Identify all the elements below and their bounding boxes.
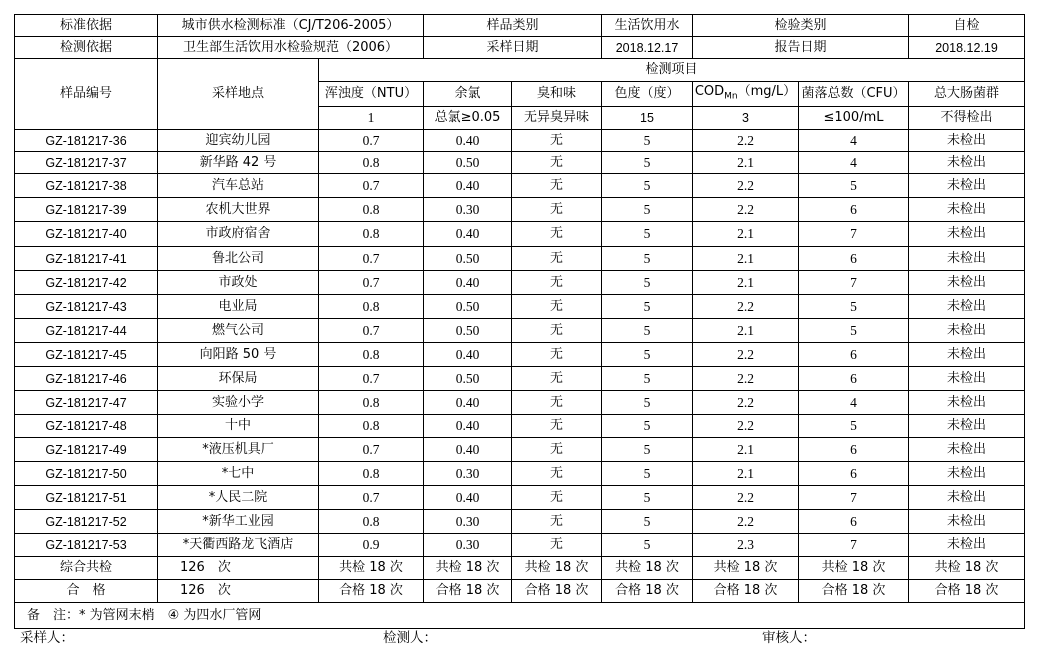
signature-line (20, 626, 1020, 646)
chlorine-value: 0.40 (424, 391, 512, 415)
bacteria-value: 5 (799, 295, 909, 319)
sample-id: GZ-181217-44 (15, 319, 158, 343)
odor-value: 无 (512, 222, 602, 247)
sample-location: 电业局 (158, 295, 319, 319)
chlorine-value: 0.30 (424, 198, 512, 222)
report-date-label: 报告日期 (693, 37, 909, 59)
total-bacteria: 共检 18 次 (799, 557, 909, 580)
cod-limit: 3 (693, 107, 799, 130)
cod-value: 2.3 (693, 534, 799, 557)
inspect-type-label: 检验类别 (693, 15, 909, 37)
bacteria-value: 6 (799, 462, 909, 486)
sample-id: GZ-181217-50 (15, 462, 158, 486)
sample-id: GZ-181217-43 (15, 295, 158, 319)
turbidity-value: 0.8 (319, 510, 424, 534)
table-row (15, 438, 1025, 462)
odor-value: 无 (512, 130, 602, 152)
sample-location: 市政府宿舍 (158, 222, 319, 247)
pass-value: 126 次 (158, 580, 319, 603)
sample-location: 农机大世界 (158, 198, 319, 222)
sample-location: 迎宾幼儿园 (158, 130, 319, 152)
sample-location: 汽车总站 (158, 174, 319, 198)
sample-location: 实验小学 (158, 391, 319, 415)
sample-type-label: 样品类别 (424, 15, 602, 37)
cod-sub: Mn (724, 91, 738, 102)
report-date-value: 2018.12.19 (909, 37, 1025, 59)
total-turbidity: 共检 18 次 (319, 557, 424, 580)
bacteria-value: 6 (799, 510, 909, 534)
odor-value: 无 (512, 486, 602, 510)
basis-value: 卫生部生活饮用水检验规范（2006） (158, 37, 424, 59)
chlorine-value: 0.40 (424, 130, 512, 152)
color-limit: 15 (602, 107, 693, 130)
turbidity-value: 0.7 (319, 174, 424, 198)
bacteria-value: 4 (799, 152, 909, 174)
odor-value: 无 (512, 198, 602, 222)
color-value: 5 (602, 319, 693, 343)
coliform-value: 未检出 (909, 152, 1025, 174)
bacteria-value: 7 (799, 486, 909, 510)
chlorine-value: 0.50 (424, 295, 512, 319)
sample-location: *天衢西路龙飞酒店 (158, 534, 319, 557)
sample-location: 环保局 (158, 367, 319, 391)
coliform-value: 未检出 (909, 295, 1025, 319)
sample-location: 市政处 (158, 271, 319, 295)
chlorine-value: 0.40 (424, 343, 512, 367)
cod-value: 2.2 (693, 415, 799, 438)
standard-value: 城市供水检测标准（CJ/T206-2005） (158, 15, 424, 37)
table-row (15, 319, 1025, 343)
sample-no-header: 样品编号 (15, 59, 158, 130)
pass-cod: 合格 18 次 (693, 580, 799, 603)
coliform-value: 未检出 (909, 510, 1025, 534)
total-cod: 共检 18 次 (693, 557, 799, 580)
bacteria-value: 4 (799, 391, 909, 415)
bacteria-value: 7 (799, 222, 909, 247)
turbidity-limit: 1 (319, 107, 424, 130)
sample-id: GZ-181217-42 (15, 271, 158, 295)
sample-id: GZ-181217-46 (15, 367, 158, 391)
turbidity-value: 0.8 (319, 295, 424, 319)
color-value: 5 (602, 198, 693, 222)
coliform-value: 未检出 (909, 438, 1025, 462)
bacteria-value: 6 (799, 247, 909, 271)
coliform-value: 未检出 (909, 271, 1025, 295)
cod-value: 2.2 (693, 343, 799, 367)
turbidity-value: 0.8 (319, 415, 424, 438)
color-value: 5 (602, 152, 693, 174)
total-color: 共检 18 次 (602, 557, 693, 580)
coliform-value: 未检出 (909, 391, 1025, 415)
color-value: 5 (602, 391, 693, 415)
bacteria-value: 5 (799, 415, 909, 438)
bacteria-value: 6 (799, 343, 909, 367)
turbidity-value: 0.8 (319, 152, 424, 174)
table-row (15, 486, 1025, 510)
sample-id: GZ-181217-38 (15, 174, 158, 198)
color-value: 5 (602, 415, 693, 438)
table-row (15, 510, 1025, 534)
chlorine-value: 0.40 (424, 174, 512, 198)
pass-turbidity: 合格 18 次 (319, 580, 424, 603)
sample-location: *液压机具厂 (158, 438, 319, 462)
odor-value: 无 (512, 271, 602, 295)
sample-id: GZ-181217-40 (15, 222, 158, 247)
table-row (15, 295, 1025, 319)
coliform-value: 未检出 (909, 534, 1025, 557)
total-chlorine: 共检 18 次 (424, 557, 512, 580)
chlorine-value: 0.30 (424, 510, 512, 534)
color-value: 5 (602, 295, 693, 319)
location-header: 采样地点 (158, 59, 319, 130)
turbidity-value: 0.9 (319, 534, 424, 557)
odor-value: 无 (512, 391, 602, 415)
report-table (14, 14, 1025, 629)
sample-location: 向阳路 50 号 (158, 343, 319, 367)
coliform-value: 未检出 (909, 415, 1025, 438)
chlorine-value: 0.40 (424, 222, 512, 247)
chlorine-value: 0.40 (424, 271, 512, 295)
total-value: 126 次 (158, 557, 319, 580)
sample-location: *七中 (158, 462, 319, 486)
odor-value: 无 (512, 367, 602, 391)
table-row (15, 152, 1025, 174)
sample-id: GZ-181217-37 (15, 152, 158, 174)
header-row-1 (15, 15, 1025, 37)
cod-value: 2.1 (693, 319, 799, 343)
pass-coliform: 合格 18 次 (909, 580, 1025, 603)
color-value: 5 (602, 222, 693, 247)
pass-label: 合 格 (15, 580, 158, 603)
note-row (15, 603, 1025, 629)
cod-value: 2.2 (693, 174, 799, 198)
chlorine-value: 0.30 (424, 462, 512, 486)
turbidity-value: 0.7 (319, 130, 424, 152)
cod-value: 2.2 (693, 295, 799, 319)
turbidity-value: 0.8 (319, 391, 424, 415)
coliform-value: 未检出 (909, 247, 1025, 271)
color-value: 5 (602, 247, 693, 271)
turbidity-value: 0.7 (319, 486, 424, 510)
table-row (15, 367, 1025, 391)
turbidity-value: 0.8 (319, 222, 424, 247)
chlorine-limit: 总氯≥0.05 (424, 107, 512, 130)
chlorine-value: 0.40 (424, 438, 512, 462)
color-value: 5 (602, 130, 693, 152)
sample-id: GZ-181217-49 (15, 438, 158, 462)
cod-main: COD (694, 83, 725, 99)
table-row (15, 415, 1025, 438)
sample-id: GZ-181217-41 (15, 247, 158, 271)
color-value: 5 (602, 462, 693, 486)
table-row (15, 343, 1025, 367)
bacteria-header: 菌落总数（CFU） (799, 82, 909, 107)
odor-value: 无 (512, 343, 602, 367)
odor-value: 无 (512, 415, 602, 438)
bacteria-value: 5 (799, 319, 909, 343)
sample-location: *人民二院 (158, 486, 319, 510)
total-label: 综合共检 (15, 557, 158, 580)
bacteria-value: 5 (799, 174, 909, 198)
coliform-value: 未检出 (909, 130, 1025, 152)
bacteria-value: 7 (799, 271, 909, 295)
sample-id: GZ-181217-36 (15, 130, 158, 152)
coliform-value: 未检出 (909, 462, 1025, 486)
table-row (15, 198, 1025, 222)
table-row (15, 534, 1025, 557)
chlorine-value: 0.40 (424, 486, 512, 510)
table-row (15, 247, 1025, 271)
column-header-row-1 (15, 59, 1025, 82)
odor-value: 无 (512, 152, 602, 174)
sampler-label: 采样人： (20, 630, 74, 646)
bacteria-value: 4 (799, 130, 909, 152)
turbidity-value: 0.8 (319, 343, 424, 367)
sample-id: GZ-181217-45 (15, 343, 158, 367)
sample-id: GZ-181217-52 (15, 510, 158, 534)
pass-bacteria: 合格 18 次 (799, 580, 909, 603)
color-value: 5 (602, 174, 693, 198)
standard-label: 标准依据 (15, 15, 158, 37)
odor-value: 无 (512, 295, 602, 319)
odor-value: 无 (512, 438, 602, 462)
basis-label: 检测依据 (15, 37, 158, 59)
table-row (15, 130, 1025, 152)
table-row (15, 174, 1025, 198)
color-value: 5 (602, 486, 693, 510)
cod-value: 2.1 (693, 462, 799, 486)
cod-value: 2.2 (693, 510, 799, 534)
coliform-value: 未检出 (909, 319, 1025, 343)
cod-value: 2.2 (693, 391, 799, 415)
turbidity-value: 0.7 (319, 438, 424, 462)
sample-id: GZ-181217-51 (15, 486, 158, 510)
cod-header (693, 82, 799, 107)
cod-value: 2.2 (693, 486, 799, 510)
inspect-type-value: 自检 (909, 15, 1025, 37)
color-value: 5 (602, 271, 693, 295)
color-value: 5 (602, 510, 693, 534)
bacteria-value: 6 (799, 438, 909, 462)
sample-id: GZ-181217-53 (15, 534, 158, 557)
turbidity-header: 浑浊度（NTU） (319, 82, 424, 107)
coliform-value: 未检出 (909, 174, 1025, 198)
pass-color: 合格 18 次 (602, 580, 693, 603)
turbidity-value: 0.7 (319, 367, 424, 391)
odor-header: 臭和味 (512, 82, 602, 107)
coliform-value: 未检出 (909, 222, 1025, 247)
sample-id: GZ-181217-48 (15, 415, 158, 438)
pass-chlorine: 合格 18 次 (424, 580, 512, 603)
tester-label: 检测人： (383, 630, 437, 646)
items-title: 检测项目 (319, 59, 1025, 82)
cod-value: 2.1 (693, 271, 799, 295)
cod-value: 2.1 (693, 247, 799, 271)
cod-value: 2.2 (693, 198, 799, 222)
cod-value: 2.2 (693, 367, 799, 391)
chlorine-value: 0.30 (424, 534, 512, 557)
water-quality-report (14, 14, 1025, 629)
coliform-header: 总大肠菌群 (909, 82, 1025, 107)
cod-unit: （mg/L） (737, 83, 797, 99)
pass-odor: 合格 18 次 (512, 580, 602, 603)
sample-date-value: 2018.12.17 (602, 37, 693, 59)
sample-location: 燃气公司 (158, 319, 319, 343)
chlorine-value: 0.50 (424, 152, 512, 174)
chlorine-value: 0.50 (424, 247, 512, 271)
odor-value: 无 (512, 462, 602, 486)
reviewer-label: 审核人： (762, 630, 816, 646)
table-row (15, 462, 1025, 486)
table-row (15, 391, 1025, 415)
color-value: 5 (602, 367, 693, 391)
odor-value: 无 (512, 247, 602, 271)
sample-date-label: 采样日期 (424, 37, 602, 59)
color-header: 色度（度） (602, 82, 693, 107)
chlorine-header: 余氯 (424, 82, 512, 107)
table-row (15, 222, 1025, 247)
cod-value: 2.1 (693, 152, 799, 174)
color-value: 5 (602, 438, 693, 462)
total-odor: 共检 18 次 (512, 557, 602, 580)
bacteria-value: 6 (799, 367, 909, 391)
coliform-value: 未检出 (909, 486, 1025, 510)
sample-type-value: 生活饮用水 (602, 15, 693, 37)
header-row-2 (15, 37, 1025, 59)
cod-value: 2.1 (693, 438, 799, 462)
sample-location: 鲁北公司 (158, 247, 319, 271)
color-value: 5 (602, 343, 693, 367)
table-row (15, 271, 1025, 295)
odor-limit: 无异臭异味 (512, 107, 602, 130)
sample-location: *新华工业园 (158, 510, 319, 534)
coliform-value: 未检出 (909, 343, 1025, 367)
odor-value: 无 (512, 534, 602, 557)
bacteria-value: 7 (799, 534, 909, 557)
sample-location: 新华路 42 号 (158, 152, 319, 174)
color-value: 5 (602, 534, 693, 557)
sample-id: GZ-181217-39 (15, 198, 158, 222)
bacteria-limit: ≤100/mL (799, 107, 909, 130)
chlorine-value: 0.40 (424, 415, 512, 438)
turbidity-value: 0.8 (319, 462, 424, 486)
summary-total-row (15, 557, 1025, 580)
chlorine-value: 0.50 (424, 367, 512, 391)
coliform-value: 未检出 (909, 367, 1025, 391)
turbidity-value: 0.7 (319, 319, 424, 343)
cod-value: 2.2 (693, 130, 799, 152)
total-coliform: 共检 18 次 (909, 557, 1025, 580)
bacteria-value: 6 (799, 198, 909, 222)
turbidity-value: 0.7 (319, 247, 424, 271)
note-text: 备 注：* 为管网末梢 ④ 为四水厂管网 (15, 603, 1025, 629)
coliform-value: 未检出 (909, 198, 1025, 222)
sample-id: GZ-181217-47 (15, 391, 158, 415)
turbidity-value: 0.8 (319, 198, 424, 222)
chlorine-value: 0.50 (424, 319, 512, 343)
odor-value: 无 (512, 174, 602, 198)
sample-location: 十中 (158, 415, 319, 438)
turbidity-value: 0.7 (319, 271, 424, 295)
coliform-limit: 不得检出 (909, 107, 1025, 130)
odor-value: 无 (512, 510, 602, 534)
odor-value: 无 (512, 319, 602, 343)
cod-value: 2.1 (693, 222, 799, 247)
summary-pass-row (15, 580, 1025, 603)
